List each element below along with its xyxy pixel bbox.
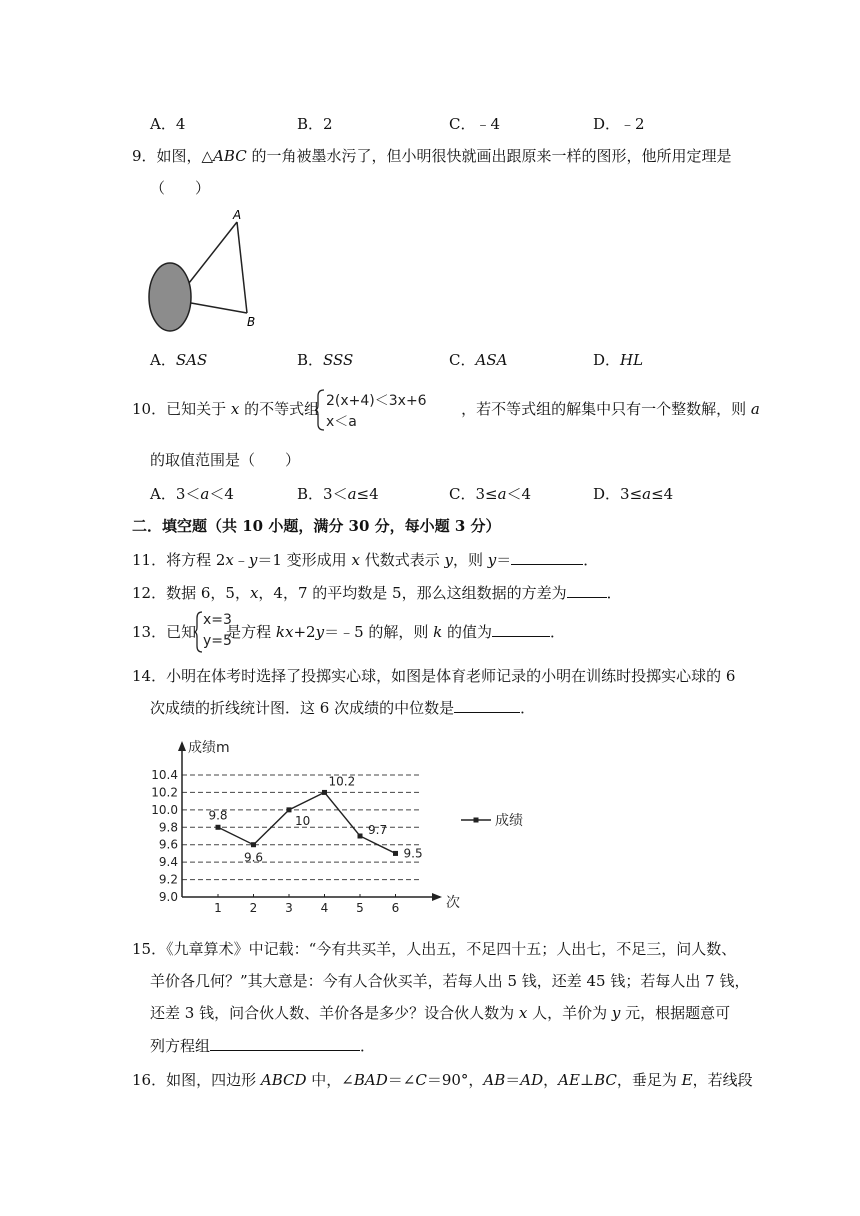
y-tick-label: 10.0 <box>151 802 178 817</box>
data-label: 10.2 <box>328 774 356 789</box>
q10-option-a: A．3＜a＜4 <box>150 485 234 503</box>
q13-equation-system: x=3 y=5 <box>193 610 233 654</box>
data-point <box>216 825 221 830</box>
answer-blank <box>210 1036 360 1051</box>
x-tick-label: 4 <box>320 901 329 915</box>
triangle-figure <box>145 205 270 335</box>
data-point <box>251 842 256 847</box>
question-9: 9．如图，△ABC 的一角被墨水污了，但小明很快就画出跟原来一样的图形，他所用定理是 <box>132 147 732 165</box>
x-tick-label: 3 <box>285 901 293 915</box>
question-13: 13．已知 是方程 kx+2y＝﹣5 的解，则 k 的值为 ． <box>132 623 566 641</box>
y-tick-label: 10.2 <box>151 785 178 800</box>
y-axis-arrow <box>178 741 186 751</box>
q9-option-d: D．HL <box>593 351 644 369</box>
y-tick-label: 9.4 <box>158 855 178 870</box>
data-point <box>287 807 292 812</box>
q9-option-b: B．SSS <box>297 351 354 369</box>
y-tick-label: 9.6 <box>158 837 178 852</box>
question-16: 16．如图，四边形 ABCD 中，∠BAD＝∠C＝90°，AB＝AD，AE⊥BC，垂足为 E，若线段 <box>132 1071 753 1089</box>
y-tick-label: 10.4 <box>151 768 178 782</box>
y-axis-label: 成绩m <box>188 740 230 756</box>
x-tick-label: 2 <box>249 901 258 915</box>
question-14-text: 小明在体考时选择了投掷实心球，如图是体育老师记录的小明在训练时投掷实心球的 6 <box>166 667 736 685</box>
x-axis-arrow <box>432 893 442 901</box>
data-label: 9.6 <box>243 850 264 865</box>
question-15-line2: 羊价各几何？”其大意是：今有人合伙买羊，若每人出 5 钱，还差 45 钱；若每人出 7 钱， <box>150 972 750 990</box>
q8-option-d: D．﹣2 <box>593 115 645 133</box>
data-label: 9.5 <box>403 846 423 861</box>
question-9-paren: （ ） <box>150 179 211 197</box>
section-2-heading: 二．填空题（共 10 小题，满分 30 分，每小题 3 分） <box>132 517 501 535</box>
y-tick-label: 9.8 <box>158 820 178 835</box>
data-point <box>358 834 363 839</box>
question-10: 10．已知关于 x 的不等式组 ，若不等式组的解集中只有一个整数解，则 a <box>132 400 760 418</box>
answer-blank <box>492 622 550 637</box>
legend-marker <box>474 818 479 823</box>
score-line-chart <box>145 735 545 920</box>
answer-blank <box>454 698 520 713</box>
question-14-number: 14． <box>132 667 167 685</box>
data-label: 9.7 <box>368 823 388 837</box>
question-12: 12．数据 6，5，x，4，7 的平均数是 5，那么这组数据的方差为 ． <box>132 584 622 602</box>
q9-option-a: A．SAS <box>150 351 208 369</box>
q8-option-a: A．4 <box>150 115 186 133</box>
data-label: 9.8 <box>208 808 228 823</box>
data-label: 10 <box>295 813 311 828</box>
question-15-line4: 列方程组 ． <box>150 1037 376 1055</box>
x-axis-label: 次 <box>446 895 460 911</box>
x-tick-label: 1 <box>214 901 222 915</box>
y-tick-label: 9.2 <box>158 872 178 887</box>
y-tick-label: 9.0 <box>158 890 178 904</box>
question-15-line3: 还差 3 钱，问合伙人数、羊价各是多少？设合伙人数为 x 人，羊价为 y 元，根据题意可 <box>150 1004 731 1022</box>
data-point <box>393 851 398 856</box>
vertex-b-label: B <box>247 315 256 329</box>
question-10-line2: 的取值范围是（ ） <box>150 451 301 469</box>
vertex-a-label: A <box>233 208 242 222</box>
q10-option-b: B．3＜a≤4 <box>297 485 379 503</box>
q10-option-c: C．3≤a＜4 <box>449 485 532 503</box>
legend-label: 成绩 <box>495 813 523 829</box>
x-tick-label: 6 <box>391 901 400 915</box>
q8-option-b: B．2 <box>297 115 333 133</box>
question-14 <box>132 666 735 686</box>
question-15: 15．《九章算术》中记载：“今有共买羊，人出五，不足四十五；人出七，不足三，问人数、 <box>132 940 737 958</box>
q9-option-c: C．ASA <box>449 351 508 369</box>
q10-inequality-system: 2(x+4)＜3x+6 x＜a <box>314 388 434 432</box>
question-11: 11．将方程 2x﹣y＝1 变形成用 x 代数式表示 y，则 y＝ ． <box>132 551 599 569</box>
question-14-line2: 次成绩的折线统计图．这 6 次成绩的中位数是 ． <box>150 699 536 717</box>
data-point <box>322 790 327 795</box>
q8-option-c: C．﹣4 <box>449 115 501 133</box>
x-tick-label: 5 <box>356 901 364 915</box>
answer-blank <box>567 583 607 598</box>
answer-blank <box>511 550 583 565</box>
q10-option-d: D．3≤a≤4 <box>593 485 674 503</box>
